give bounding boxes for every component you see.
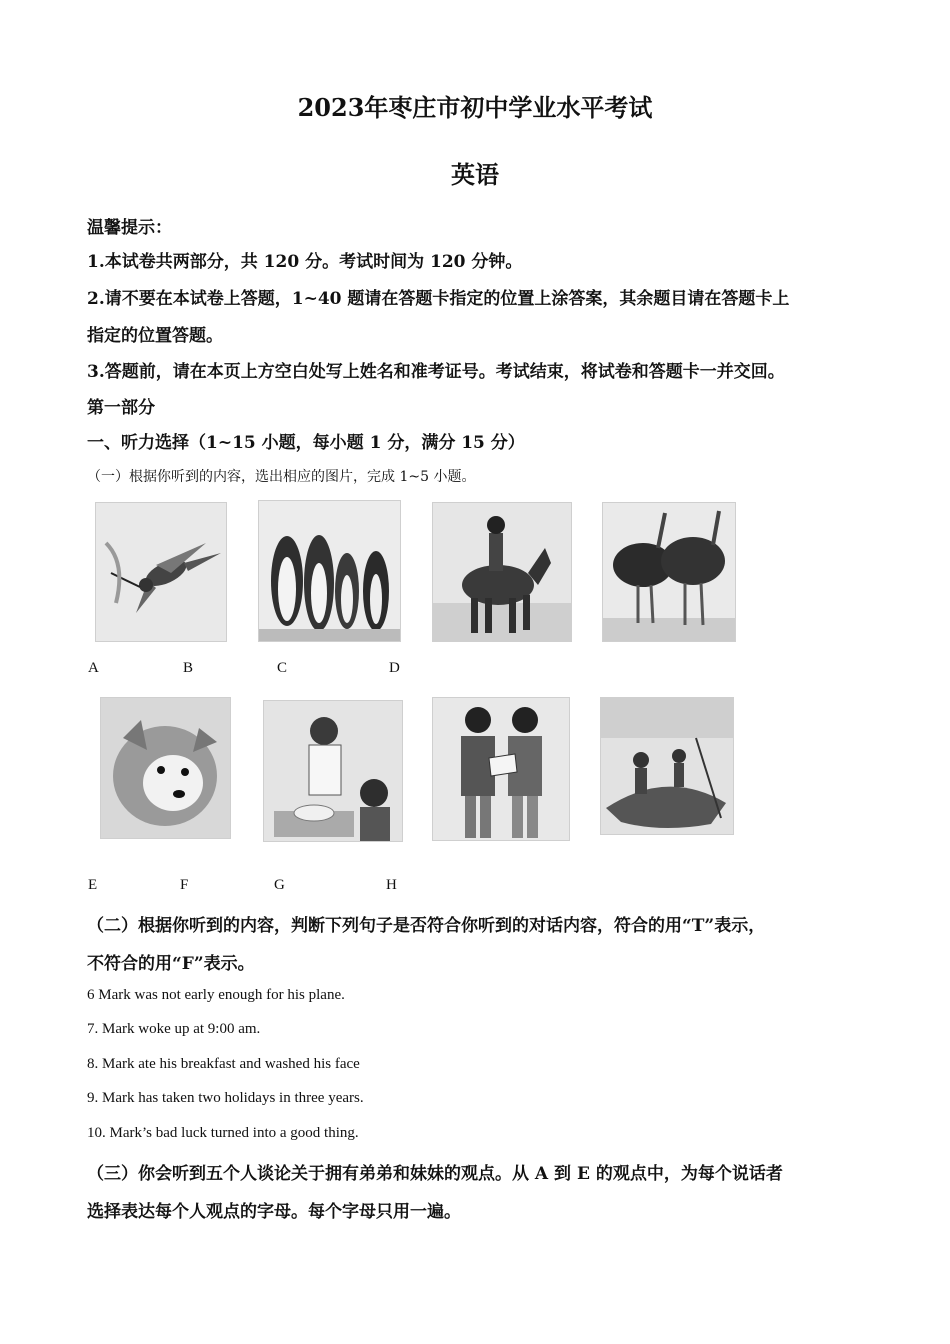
note-2-line-1: 2.请不要在本试卷上答题，1~40 题请在答题卡指定的位置上涂答案，其余题目请在答题卡上: [87, 289, 790, 309]
picture-label-d: D: [389, 660, 400, 676]
statement-10: 10. Mark’s bad luck turned into a good thing.: [87, 1125, 359, 1141]
two-boys-book-icon: [433, 698, 569, 840]
dog-icon: [101, 698, 230, 838]
picture-label-c: C: [277, 660, 288, 676]
sub-3-instruction-line-1: （三）你会听到五个人谈论关于拥有弟弟和妹妹的观点。从 A 到 E 的观点中，为每个说话者: [87, 1164, 783, 1184]
exam-title: 2023年枣庄市初中学业水平考试: [297, 93, 653, 122]
picture-label-g: G: [274, 877, 285, 893]
boat-picture: [600, 697, 734, 835]
statement-8: 8. Mark ate his breakfast and washed his face: [87, 1056, 360, 1072]
note-1: 1.本试卷共两部分，共 120 分。考试时间为 120 分钟。: [87, 252, 523, 272]
sub-1-instruction: （一）根据你听到的内容，选出相应的图片，完成 1~5 小题。: [87, 469, 476, 485]
picture-label-e: E: [88, 877, 98, 893]
hummingbird-picture: [95, 502, 227, 642]
note-2-line-2: 指定的位置答题。: [87, 326, 223, 346]
dog-picture: [100, 697, 231, 839]
mother-child-icon: [264, 701, 402, 841]
statement-7: 7. Mark woke up at 9:00 am.: [87, 1021, 261, 1037]
boat-icon: [601, 698, 733, 834]
hummingbird-icon: [96, 503, 226, 641]
penguins-picture: [258, 500, 401, 642]
two-boys-book-picture: [432, 697, 570, 841]
statement-9: 9. Mark has taken two holidays in three years.: [87, 1090, 364, 1106]
sub-3-instruction-line-2: 选择表达每个人观点的字母。每个字母只用一遍。: [87, 1202, 461, 1222]
picture-label-h: H: [386, 877, 397, 893]
picture-label-f: F: [180, 877, 189, 893]
section-1-title: 一、听力选择（1~15 小题，每小题 1 分，满分 15 分）: [87, 433, 525, 453]
horse-rider-picture: [432, 502, 572, 642]
ostriches-picture: [602, 502, 736, 642]
horse-rider-icon: [433, 503, 571, 641]
statement-6: 6 Mark was not early enough for his plane.: [87, 987, 345, 1003]
notes-heading: 温馨提示：: [87, 218, 172, 238]
penguins-icon: [259, 501, 400, 641]
ostriches-icon: [603, 503, 735, 641]
note-3: 3.答题前，请在本页上方空白处写上姓名和准考证号。考试结束，将试卷和答题卡一并交回。: [87, 362, 785, 382]
part-heading: 第一部分: [87, 398, 155, 418]
subject-title: 英语: [451, 160, 499, 189]
picture-label-b: B: [183, 660, 194, 676]
picture-label-a: A: [88, 660, 99, 676]
mother-child-picture: [263, 700, 403, 842]
sub-2-instruction-line-2: 不符合的用“F”表示。: [87, 954, 255, 974]
sub-2-instruction-line-1: （二）根据你听到的内容，判断下列句子是否符合你听到的对话内容，符合的用“T”表示，: [87, 916, 766, 936]
